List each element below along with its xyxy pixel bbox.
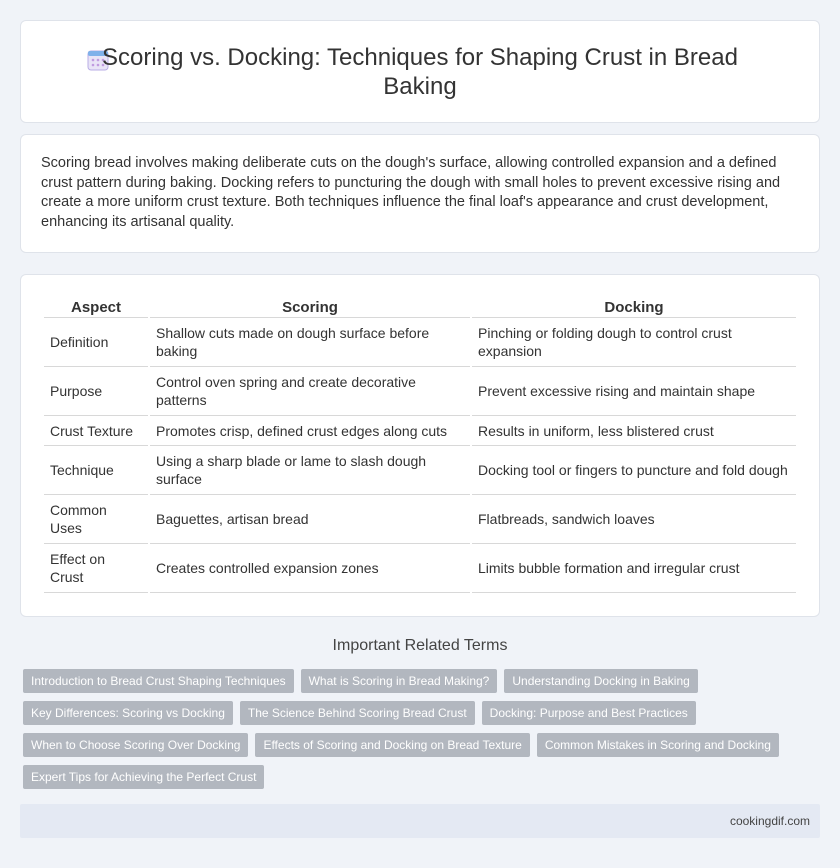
row-scoring-cell: Creates controlled expansion zones [150, 544, 470, 593]
row-docking-cell: Limits bubble formation and irregular crust [472, 544, 796, 593]
row-docking-cell: Results in uniform, less blistered crust [472, 416, 796, 446]
related-terms-heading: Important Related Terms [332, 637, 508, 654]
row-docking-cell: Prevent excessive rising and maintain shape [472, 367, 796, 416]
column-header-docking: Docking [472, 296, 796, 318]
row-docking-cell: Flatbreads, sandwich loaves [472, 495, 796, 544]
page-title: Scoring vs. Docking: Techniques for Shaping Crust in Bread Baking [102, 44, 738, 100]
related-term-link[interactable]: Effects of Scoring and Docking on Bread Texture [255, 733, 529, 757]
comparison-table [42, 296, 798, 593]
table-header-row [44, 296, 796, 318]
row-aspect-cell: Crust Texture [44, 416, 148, 446]
row-aspect-cell: Definition [44, 318, 148, 367]
row-scoring-cell: Shallow cuts made on dough surface before baking [150, 318, 470, 367]
intro-paragraph: Scoring bread involves making deliberate cuts on the dough's surface, allowing controlled expansion and a defined crust pattern during baking. Docking refers to puncturing the dough with small holes to prevent excessive rising and create a more uniform crust texture. Both techniques influence the final loaf's appearance and crust development, enhancing its artisanal quality. [41, 155, 781, 230]
related-term-link[interactable]: Common Mistakes in Scoring and Docking [537, 733, 779, 757]
table-row [44, 544, 796, 593]
tag-row [23, 765, 813, 789]
related-term-link[interactable]: Docking: Purpose and Best Practices [482, 701, 696, 725]
row-aspect-cell: Common Uses [44, 495, 148, 544]
row-aspect-cell: Technique [44, 446, 148, 495]
table-row [44, 495, 796, 544]
column-header-scoring: Scoring [150, 296, 470, 318]
related-term-link[interactable]: Introduction to Bread Crust Shaping Techniques [23, 669, 294, 693]
tag-row [23, 701, 813, 725]
related-term-link[interactable]: Understanding Docking in Baking [504, 669, 697, 693]
row-scoring-cell: Promotes crisp, defined crust edges along cuts [150, 416, 470, 446]
row-scoring-cell: Using a sharp blade or lame to slash dough surface [150, 446, 470, 495]
related-term-link[interactable]: The Science Behind Scoring Bread Crust [240, 701, 475, 725]
intro-card [20, 134, 820, 253]
table-row [44, 318, 796, 367]
row-docking-cell: Docking tool or fingers to puncture and fold dough [472, 446, 796, 495]
related-term-link[interactable]: What is Scoring in Bread Making? [301, 669, 498, 693]
row-aspect-cell: Effect on Crust [44, 544, 148, 593]
comparison-card [20, 274, 820, 617]
tag-row [23, 669, 813, 693]
related-term-link[interactable]: Expert Tips for Achieving the Perfect Crust [23, 765, 264, 789]
row-aspect-cell: Purpose [44, 367, 148, 416]
column-header-aspect: Aspect [44, 296, 148, 318]
table-row [44, 367, 796, 416]
row-docking-cell: Pinching or folding dough to control crust expansion [472, 318, 796, 367]
footer-site-link[interactable]: cookingdif.com [729, 814, 810, 828]
row-scoring-cell: Control oven spring and create decorative patterns [150, 367, 470, 416]
title-card [20, 20, 820, 123]
table-row [44, 416, 796, 446]
row-scoring-cell: Baguettes, artisan bread [150, 495, 470, 544]
related-term-link[interactable]: When to Choose Scoring Over Docking [23, 733, 248, 757]
related-terms-list [23, 669, 813, 797]
related-term-link[interactable]: Key Differences: Scoring vs Docking [23, 701, 233, 725]
footer [20, 804, 820, 838]
table-row [44, 446, 796, 495]
tag-row [23, 733, 813, 757]
